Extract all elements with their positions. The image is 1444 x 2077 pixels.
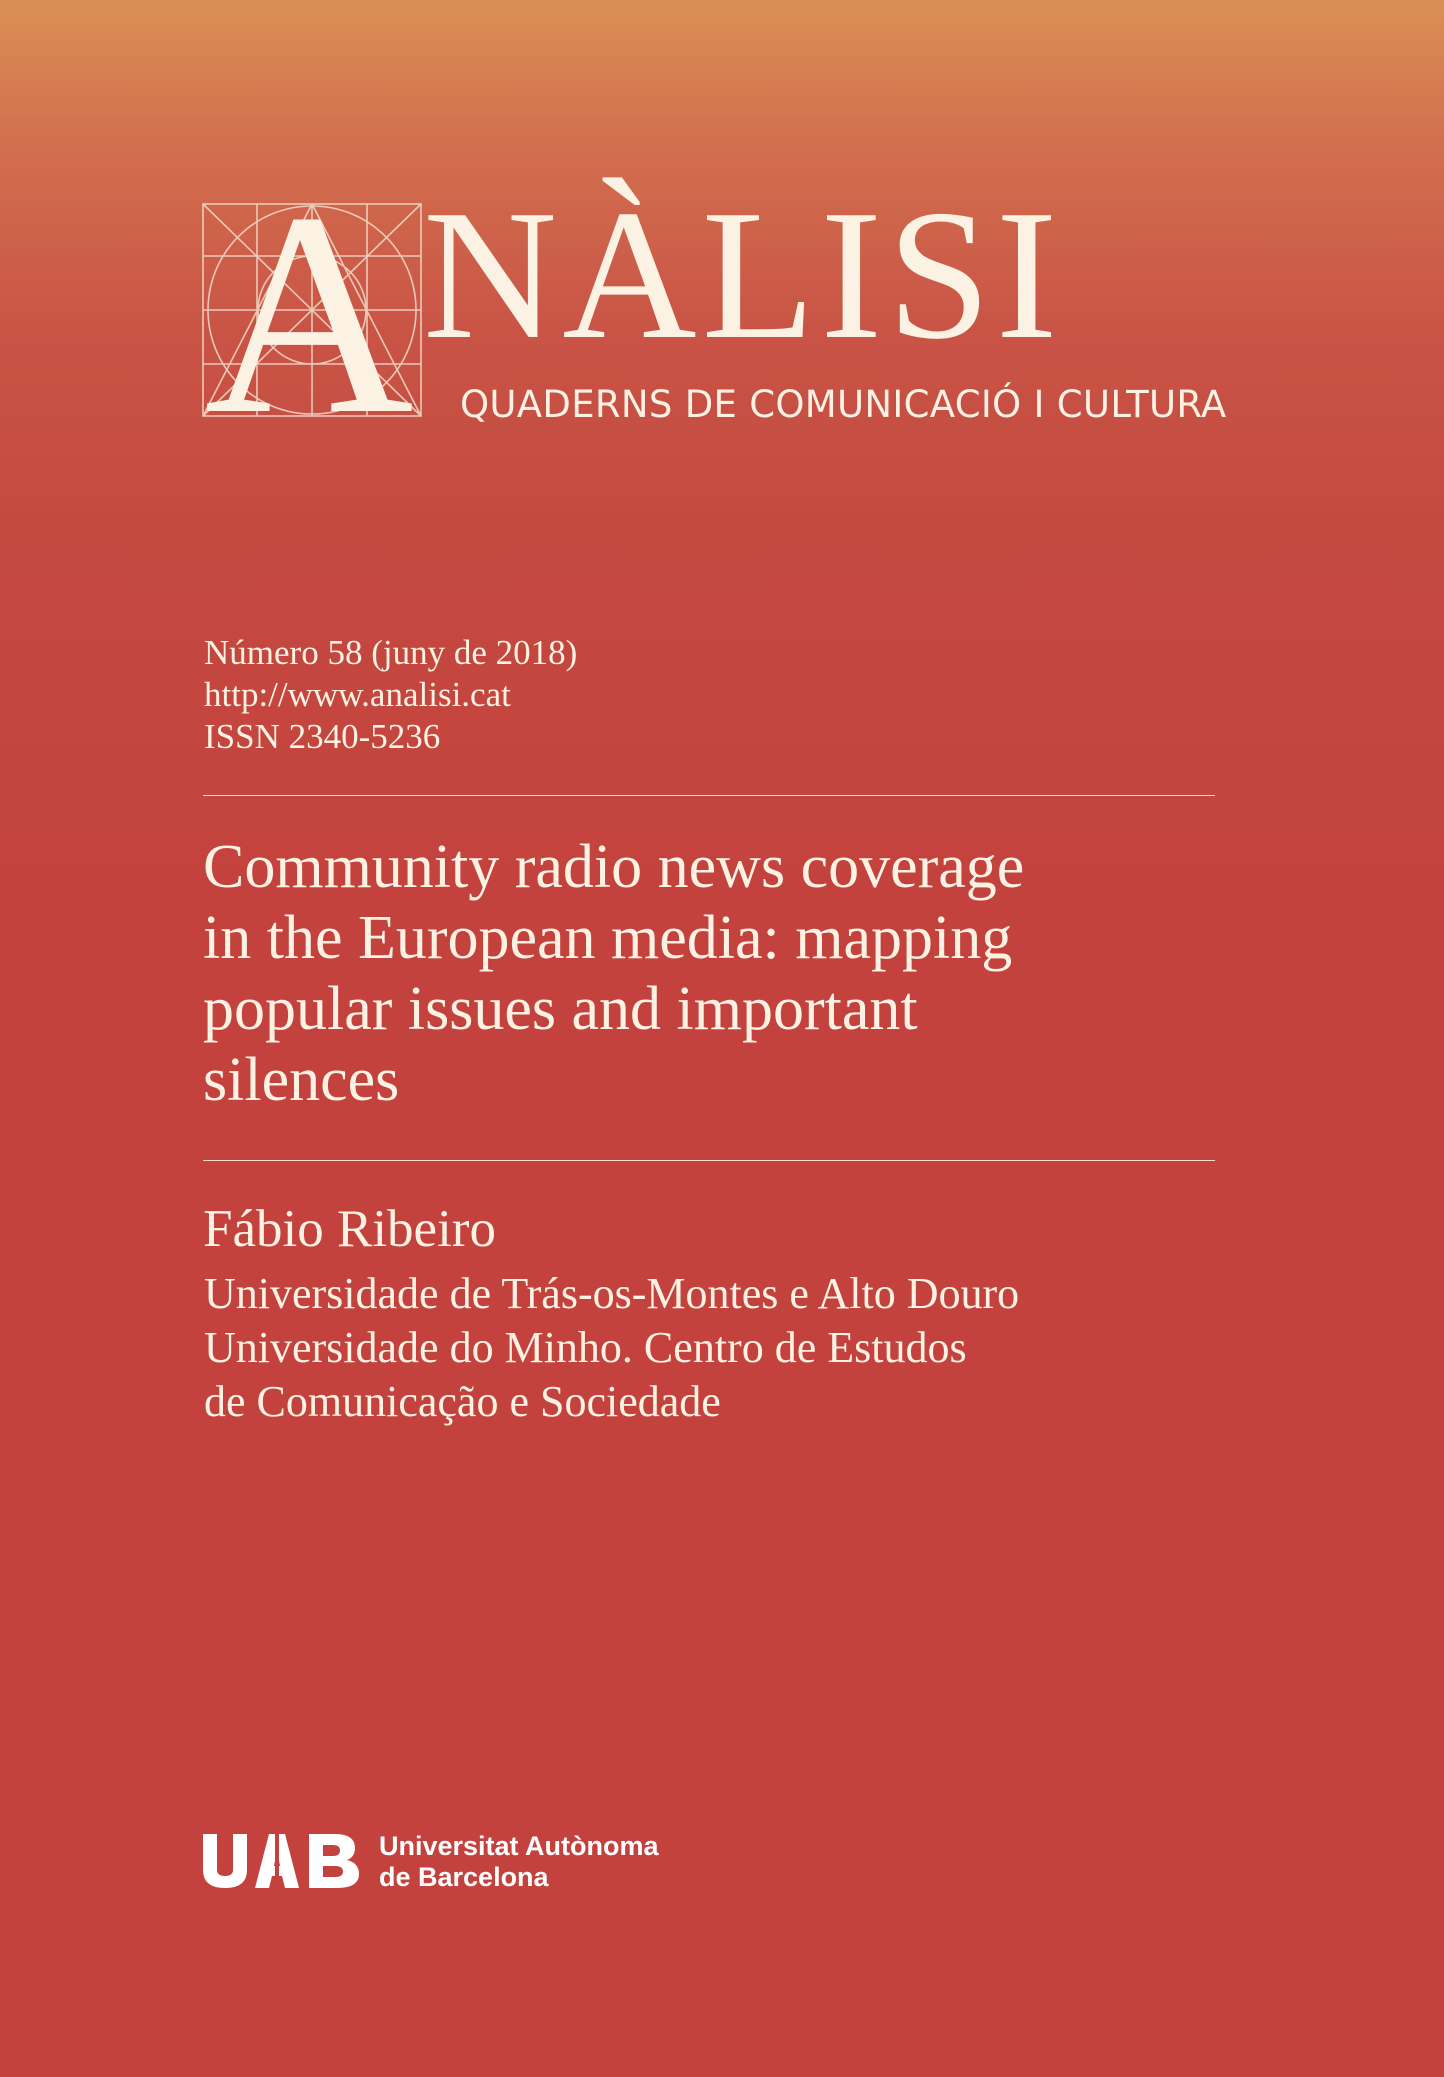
- journal-subtitle: QUADERNS DE COMUNICACIÓ I CULTURA: [460, 383, 1227, 426]
- title-line: popular issues and important: [203, 975, 918, 1043]
- journal-masthead: [201, 172, 1227, 431]
- logo-letter-a: A: [204, 196, 414, 423]
- issue-number: Número 58 (juny de 2018): [204, 633, 578, 672]
- issue-info: [204, 632, 577, 758]
- article-title: [203, 832, 1213, 1116]
- affiliation-line: Universidade do Minho. Centro de Estudos: [204, 1323, 967, 1372]
- publisher-name: [379, 1831, 659, 1893]
- affiliation-line: de Comunicação e Sociedade: [204, 1377, 721, 1426]
- analisi-logo-a: [201, 196, 441, 423]
- author-affiliation: [204, 1267, 1019, 1429]
- divider-bottom: [203, 1160, 1215, 1161]
- author-name: Fábio Ribeiro: [203, 1200, 496, 1258]
- divider-top: [203, 795, 1215, 796]
- uab-logo-icon: [203, 1834, 361, 1888]
- publisher-name-line: de Barcelona: [379, 1862, 549, 1892]
- journal-title: NÀLISI: [423, 172, 1063, 378]
- issn: ISSN 2340-5236: [204, 717, 441, 756]
- publisher-name-line: Universitat Autònoma: [379, 1831, 659, 1861]
- title-line: silences: [203, 1046, 400, 1114]
- publisher-logo: [203, 1831, 683, 1893]
- title-line: in the European media: mapping: [203, 904, 1013, 972]
- affiliation-line: Universidade de Trás-os-Montes e Alto Douro: [204, 1269, 1020, 1318]
- title-line: Community radio news coverage: [203, 833, 1025, 901]
- journal-url: http://www.analisi.cat: [204, 675, 511, 714]
